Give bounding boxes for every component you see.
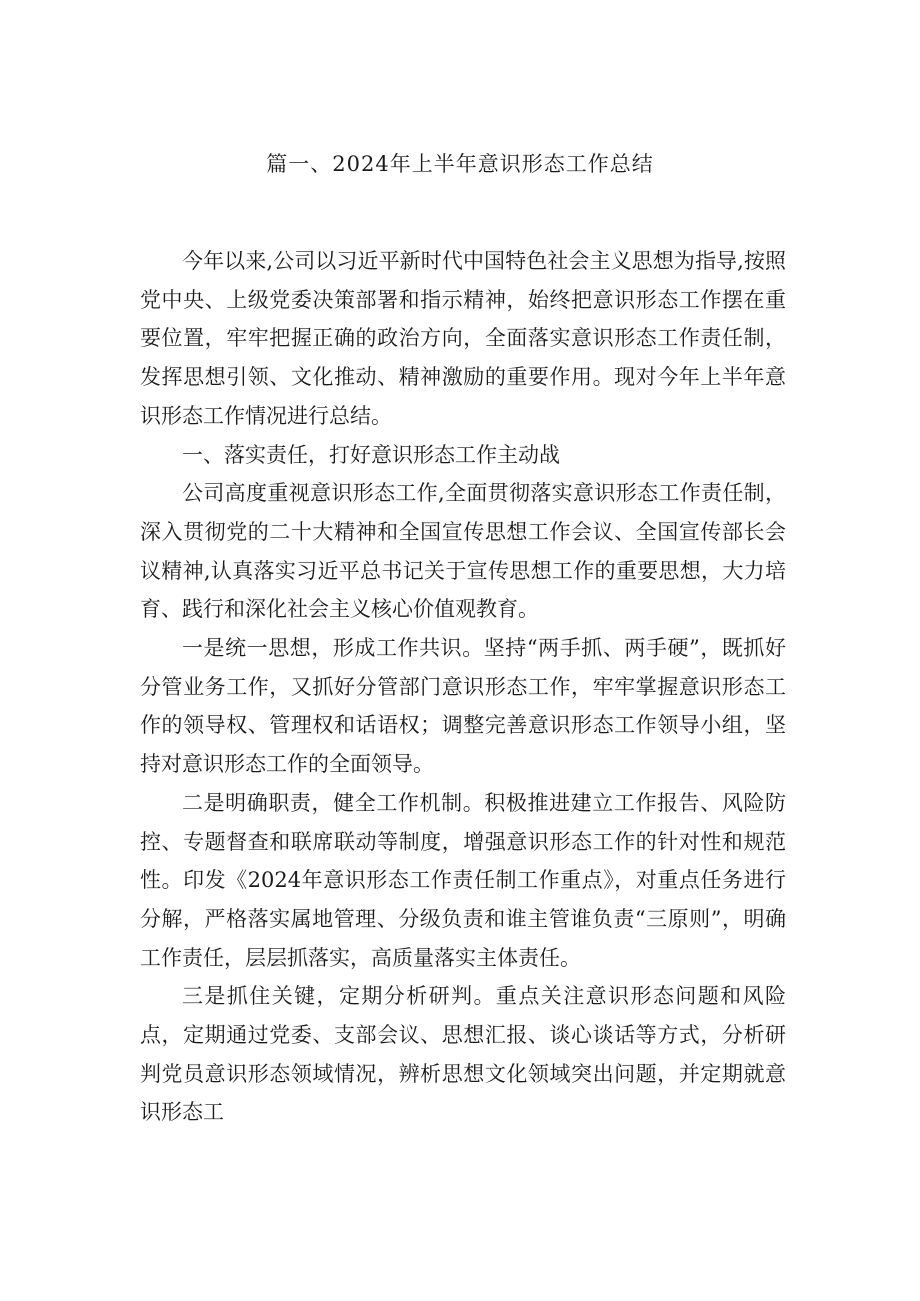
document-body	[140, 242, 786, 1132]
paragraph-responsibility: 公司高度重视意识形态工作,全面贯彻落实意识形态工作责任制，深入贯彻党的二十大精神和全国宣传思想工作会议、全国宣传部长会议精神,认真落实习近平总书记关于宣传思想工作的重要思想，大力培育、践行和深化社会主义核心价值观教育。	[140, 481, 786, 622]
paragraph-point-1: 一是统一思想，形成工作共识。坚持“两手抓、两手硬”，既抓好分管业务工作，又抓好分管部门意识形态工作，牢牢掌握意识形态工作的领导权、管理权和话语权；调整完善意识形态工作领导小组，坚持对意识形态工作的全面领导。	[140, 636, 786, 777]
section-heading-1: 一、落实责任，打好意识形态工作主动战	[182, 442, 560, 467]
paragraph-intro: 今年以来,公司以习近平新时代中国特色社会主义思想为指导,按照党中央、上级党委决策部署和指示精神，始终把意识形态工作摆在重要位置，牢牢把握正确的政治方向，全面落实意识形态工作责任制，发挥思想引领、文化推动、精神激励的重要作用。现对今年上半年意识形态工作情况进行总结。	[140, 249, 786, 428]
paragraph-point-2: 二是明确职责，健全工作机制。积极推进建立工作报告、风险防控、专题督查和联席联动等制度，增强意识形态工作的针对性和规范性。印发《2024年意识形态工作责任制工作重点》，对重点任务进行分解，严格落实属地管理、分级负责和谁主管谁负责“三原则”，明确工作责任，层层抓落实，高质量落实主体责任。	[140, 790, 786, 970]
paragraph-point-3: 三是抓住关键，定期分析研判。重点关注意识形态问题和风险点，定期通过党委、支部会议、思想汇报、谈心谈话等方式，分析研判党员意识形态领域情况，辨析思想文化领域突出问题，并定期就意识形态工	[140, 984, 786, 1125]
document-title: 篇一、2024年上半年意识形态工作总结	[266, 152, 654, 176]
